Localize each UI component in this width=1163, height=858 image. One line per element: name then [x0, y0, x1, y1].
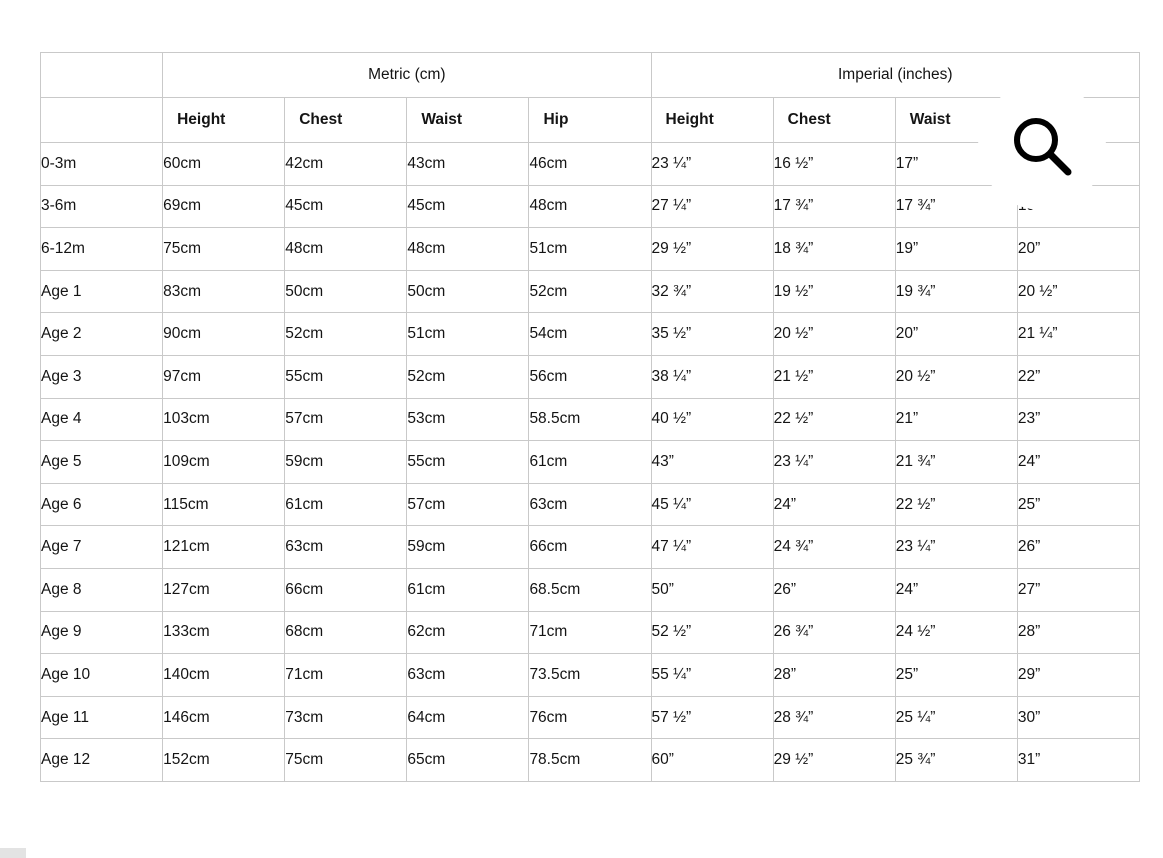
cell-metric-hip: 73.5cm [529, 654, 651, 697]
cell-metric-chest: 52cm [285, 313, 407, 356]
cell-imperial-waist: 19” [895, 228, 1017, 271]
cell-imperial-height: 57 ½” [651, 696, 773, 739]
cell-metric-chest: 45cm [285, 185, 407, 228]
cell-metric-hip: 52cm [529, 270, 651, 313]
cell-imperial-hip: 24” [1017, 441, 1139, 484]
column-header-metric-waist: Waist [407, 98, 529, 143]
cell-imperial-chest: 28” [773, 654, 895, 697]
cell-metric-chest: 61cm [285, 483, 407, 526]
cell-imperial-waist: 24” [895, 568, 1017, 611]
cell-imperial-chest: 23 ¼” [773, 441, 895, 484]
cell-imperial-hip: 23” [1017, 398, 1139, 441]
cell-imperial-chest: 28 ¾” [773, 696, 895, 739]
cell-imperial-waist: 25” [895, 654, 1017, 697]
table-row [41, 611, 1140, 654]
cell-imperial-hip: 20” [1017, 228, 1139, 271]
cell-imperial-waist: 21 ¾” [895, 441, 1017, 484]
cell-imperial-height: 38 ¼” [651, 355, 773, 398]
cell-imperial-height: 60” [651, 739, 773, 782]
cell-metric-chest: 42cm [285, 143, 407, 186]
cell-metric-hip: 78.5cm [529, 739, 651, 782]
cell-imperial-chest: 26” [773, 568, 895, 611]
table-body [41, 143, 1140, 782]
cell-metric-chest: 75cm [285, 739, 407, 782]
cell-metric-waist: 43cm [407, 143, 529, 186]
row-label: Age 4 [41, 398, 163, 441]
cell-metric-waist: 45cm [407, 185, 529, 228]
row-label: Age 3 [41, 355, 163, 398]
cell-imperial-waist: 24 ½” [895, 611, 1017, 654]
group-header-row [41, 53, 1140, 98]
table-row [41, 568, 1140, 611]
table-row [41, 228, 1140, 271]
row-label: Age 5 [41, 441, 163, 484]
cell-metric-hip: 51cm [529, 228, 651, 271]
cell-imperial-waist: 20 ½” [895, 355, 1017, 398]
row-label: Age 12 [41, 739, 163, 782]
search-zoom-overlay[interactable] [978, 82, 1106, 210]
cell-metric-chest: 63cm [285, 526, 407, 569]
table-row [41, 696, 1140, 739]
cell-metric-height: 109cm [163, 441, 285, 484]
row-label: Age 8 [41, 568, 163, 611]
cell-imperial-chest: 24 ¾” [773, 526, 895, 569]
cell-imperial-height: 27 ¼” [651, 185, 773, 228]
group-header-imperial: Imperial (inches) [651, 53, 1139, 98]
cell-metric-waist: 52cm [407, 355, 529, 398]
cell-imperial-hip: 20 ½” [1017, 270, 1139, 313]
cell-metric-hip: 48cm [529, 185, 651, 228]
cell-metric-waist: 57cm [407, 483, 529, 526]
size-chart-container [40, 52, 1140, 782]
cell-metric-height: 115cm [163, 483, 285, 526]
cell-imperial-chest: 20 ½” [773, 313, 895, 356]
cell-imperial-waist: 17” [895, 143, 1017, 186]
row-label: Age 7 [41, 526, 163, 569]
cell-metric-height: 140cm [163, 654, 285, 697]
row-label: Age 9 [41, 611, 163, 654]
cell-imperial-waist: 21” [895, 398, 1017, 441]
cell-metric-height: 69cm [163, 185, 285, 228]
cell-imperial-hip: 21 ¼” [1017, 313, 1139, 356]
group-header-metric: Metric (cm) [163, 53, 651, 98]
cell-imperial-height: 50” [651, 568, 773, 611]
cell-imperial-chest: 18 ¾” [773, 228, 895, 271]
cell-imperial-waist: 17 ¾” [895, 185, 1017, 228]
cell-metric-chest: 71cm [285, 654, 407, 697]
cell-imperial-waist: 22 ½” [895, 483, 1017, 526]
column-header-blank [41, 98, 163, 143]
cell-metric-chest: 66cm [285, 568, 407, 611]
cell-imperial-chest: 17 ¾” [773, 185, 895, 228]
column-header-imperial-chest: Chest [773, 98, 895, 143]
cell-metric-chest: 73cm [285, 696, 407, 739]
cell-metric-waist: 63cm [407, 654, 529, 697]
cell-metric-height: 90cm [163, 313, 285, 356]
table-row [41, 526, 1140, 569]
row-label: 6-12m [41, 228, 163, 271]
cell-metric-waist: 53cm [407, 398, 529, 441]
cell-imperial-height: 32 ¾” [651, 270, 773, 313]
cell-imperial-height: 35 ½” [651, 313, 773, 356]
cell-imperial-waist: 20” [895, 313, 1017, 356]
table-row [41, 654, 1140, 697]
cell-imperial-height: 45 ¼” [651, 483, 773, 526]
cell-imperial-height: 23 ¼” [651, 143, 773, 186]
row-label: Age 1 [41, 270, 163, 313]
column-header-imperial-waist: Waist [895, 98, 1017, 143]
cell-metric-chest: 50cm [285, 270, 407, 313]
column-header-metric-hip: Hip [529, 98, 651, 143]
cell-metric-chest: 68cm [285, 611, 407, 654]
cell-metric-height: 127cm [163, 568, 285, 611]
cell-imperial-hip: 26” [1017, 526, 1139, 569]
table-row [41, 483, 1140, 526]
cell-metric-chest: 57cm [285, 398, 407, 441]
cell-imperial-waist: 23 ¼” [895, 526, 1017, 569]
cell-imperial-waist: 25 ¼” [895, 696, 1017, 739]
column-header-imperial-height: Height [651, 98, 773, 143]
cell-metric-chest: 59cm [285, 441, 407, 484]
cell-metric-hip: 58.5cm [529, 398, 651, 441]
cell-metric-height: 121cm [163, 526, 285, 569]
cell-metric-hip: 63cm [529, 483, 651, 526]
cell-imperial-chest: 29 ½” [773, 739, 895, 782]
cell-imperial-chest: 16 ½” [773, 143, 895, 186]
cell-metric-hip: 46cm [529, 143, 651, 186]
cell-metric-hip: 66cm [529, 526, 651, 569]
cell-metric-hip: 54cm [529, 313, 651, 356]
cell-imperial-chest: 24” [773, 483, 895, 526]
cell-metric-chest: 48cm [285, 228, 407, 271]
cell-metric-waist: 62cm [407, 611, 529, 654]
cell-imperial-hip: 29” [1017, 654, 1139, 697]
cell-metric-height: 83cm [163, 270, 285, 313]
cell-imperial-hip: 30” [1017, 696, 1139, 739]
cell-imperial-hip: 25” [1017, 483, 1139, 526]
cell-imperial-height: 55 ¼” [651, 654, 773, 697]
table-corner-cell [41, 53, 163, 98]
cell-metric-hip: 61cm [529, 441, 651, 484]
cell-imperial-height: 43” [651, 441, 773, 484]
cell-imperial-height: 40 ½” [651, 398, 773, 441]
table-row [41, 739, 1140, 782]
row-label: Age 11 [41, 696, 163, 739]
table-row [41, 143, 1140, 186]
column-header-metric-chest: Chest [285, 98, 407, 143]
cell-metric-waist: 61cm [407, 568, 529, 611]
table-row [41, 270, 1140, 313]
cell-imperial-waist: 19 ¾” [895, 270, 1017, 313]
cell-metric-waist: 64cm [407, 696, 529, 739]
cell-metric-waist: 50cm [407, 270, 529, 313]
row-label: 0-3m [41, 143, 163, 186]
cell-metric-height: 146cm [163, 696, 285, 739]
cell-metric-hip: 68.5cm [529, 568, 651, 611]
table-row [41, 185, 1140, 228]
cell-metric-hip: 76cm [529, 696, 651, 739]
column-header-row [41, 98, 1140, 143]
cell-metric-waist: 48cm [407, 228, 529, 271]
table-row [41, 441, 1140, 484]
cell-imperial-height: 47 ¼” [651, 526, 773, 569]
row-label: Age 6 [41, 483, 163, 526]
cell-metric-waist: 55cm [407, 441, 529, 484]
table-row [41, 398, 1140, 441]
cell-imperial-chest: 21 ½” [773, 355, 895, 398]
table-row [41, 355, 1140, 398]
cell-imperial-hip: 22” [1017, 355, 1139, 398]
search-icon[interactable] [1008, 112, 1076, 180]
cell-imperial-chest: 26 ¾” [773, 611, 895, 654]
column-header-metric-height: Height [163, 98, 285, 143]
row-label: 3-6m [41, 185, 163, 228]
cell-metric-waist: 65cm [407, 739, 529, 782]
cell-imperial-hip: 31” [1017, 739, 1139, 782]
cell-metric-height: 97cm [163, 355, 285, 398]
cell-imperial-chest: 19 ½” [773, 270, 895, 313]
cell-imperial-height: 52 ½” [651, 611, 773, 654]
cell-imperial-hip: 27” [1017, 568, 1139, 611]
cell-metric-height: 60cm [163, 143, 285, 186]
row-label: Age 10 [41, 654, 163, 697]
cell-imperial-waist: 25 ¾” [895, 739, 1017, 782]
cell-imperial-height: 29 ½” [651, 228, 773, 271]
cell-metric-waist: 51cm [407, 313, 529, 356]
size-chart-table [40, 52, 1140, 782]
row-label: Age 2 [41, 313, 163, 356]
cell-metric-hip: 71cm [529, 611, 651, 654]
cell-metric-chest: 55cm [285, 355, 407, 398]
table-head [41, 53, 1140, 143]
cell-metric-height: 103cm [163, 398, 285, 441]
cell-metric-height: 75cm [163, 228, 285, 271]
cell-metric-height: 152cm [163, 739, 285, 782]
cell-metric-waist: 59cm [407, 526, 529, 569]
cell-metric-hip: 56cm [529, 355, 651, 398]
cell-metric-height: 133cm [163, 611, 285, 654]
table-row [41, 313, 1140, 356]
cell-imperial-hip: 28” [1017, 611, 1139, 654]
page-edge-artifact [0, 848, 26, 858]
cell-imperial-chest: 22 ½” [773, 398, 895, 441]
